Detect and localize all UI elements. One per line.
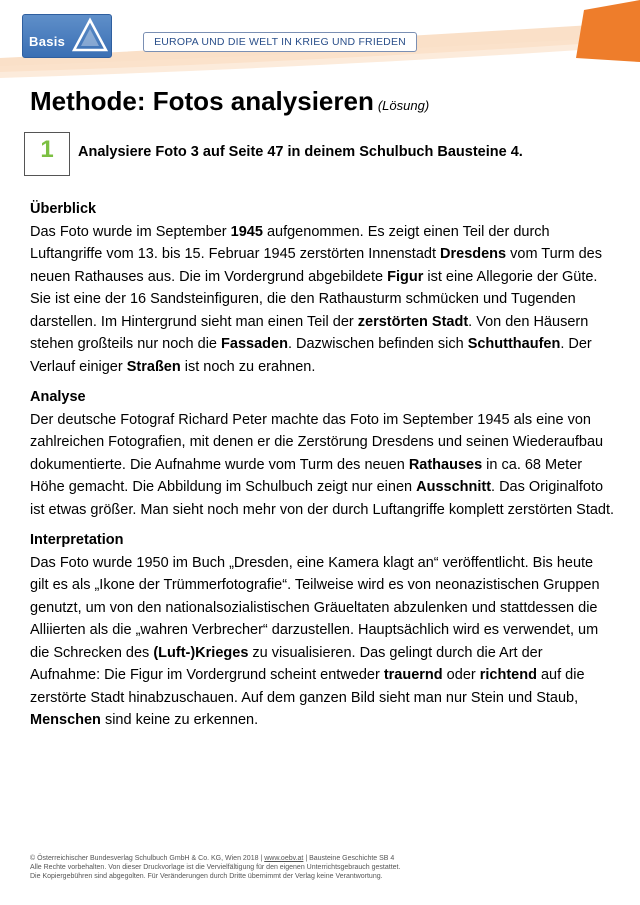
text-run: . Der Verlauf einiger — [30, 336, 592, 375]
highlighted-term: Fassaden — [221, 336, 288, 352]
highlighted-term: 1945 — [230, 223, 263, 240]
footer-line-3: Die Kopiergebühren sind abgegolten. Für Veränderungen durch Dritte übernimmt der Verlag keine Verantwortung. — [30, 873, 383, 880]
corner-accent — [570, 0, 640, 62]
text-run: . Das Originalfoto ist etwas größer. Man sieht noch mehr von der durch Luftangriffe komplett zerstörten Stadt. — [30, 479, 615, 518]
text-run: vom Turm des neuen Rathauses aus. Die im Vordergrund abgebildete — [30, 246, 602, 285]
highlighted-term: Dresdens — [440, 246, 507, 262]
triangle-logo-icon — [72, 17, 108, 53]
text-run: Das Foto wurde im September — [30, 223, 231, 240]
text-run: auf die zerstörte Stadt hinabzuschauen. Auf dem ganzen Bild sieht man nur Stein und Staub, — [30, 667, 585, 706]
footer-line-1: © Österreichischer Bundesverlag Schulbuch GmbH & Co. KG, Wien 2018 | www.oebv.at | Bausteine Geschichte SB 4 — [30, 855, 395, 862]
task-number: 1 — [40, 136, 54, 163]
footer-line-2: Alle Rechte vorbehalten. Von dieser Druckvorlage ist die Vervielfältigung für den eigenen Unterrichtsgebrauch gestattet. — [30, 864, 401, 871]
title-main: Methode: Fotos analysieren — [30, 86, 374, 116]
publisher-link[interactable]: www.oebv.at — [264, 855, 304, 862]
highlighted-term: Menschen — [30, 712, 101, 728]
section-heading: Analyse — [30, 389, 86, 405]
highlighted-term: zerstörten Stadt — [357, 313, 469, 330]
text-run: ist eine Allegorie der Güte. Sie ist eine der 16 Sandsteinfiguren, die den Rathausturm schmücken und Tugenden darstellen. Im Hintergrund sieht man einen Teil der — [30, 268, 598, 330]
section-heading: Überblick — [30, 201, 97, 217]
highlighted-term: Ausschnitt — [416, 479, 492, 495]
highlighted-term: richtend — [479, 667, 537, 683]
text-run: . Von den Häusern stehen großteils nur noch die — [30, 313, 589, 352]
page-title — [30, 86, 429, 117]
section-analysis — [30, 386, 615, 521]
task-text: Analysiere Foto 3 auf Seite 47 in deinem Schulbuch Bausteine 4. — [78, 144, 523, 160]
text-run: Der deutsche Fotograf Richard Peter machte das Foto im September 1945 als eine von zahlreichen Fotografien, mit denen er die Zerstörung Dresdens und seinen Wiederaufbau dokumentierte. Die Aufnahme wurde vom Turm des neuen — [30, 411, 604, 473]
section-overview — [30, 198, 615, 378]
section-paragraph — [30, 409, 615, 522]
text-run: ist noch zu erahnen. — [180, 358, 316, 375]
text-run: in ca. 68 Meter Höhe gemacht. Die Abbildung im Schulbuch zeigt nur einen — [30, 456, 583, 495]
highlighted-term: (Luft-)Krieges — [153, 644, 249, 661]
section-heading: Interpretation — [30, 532, 124, 548]
highlighted-term: Straßen — [126, 358, 181, 375]
text-run: Das Foto wurde 1950 im Buch „Dresden, eine Kamera klagt an“ veröffentlicht. Bis heute gilt es als „Ikone der Trümmerfotografie“. Teilweise wird es von neonazistischen Gruppen genutzt, um von den nationalsozialistischen Gräueltaten abzulenken und stattdessen die Alliierten als die „wahren Verbrecher“ darzustellen. Hauptsächlich wird es verwendet, um die Schrecken des — [30, 554, 600, 661]
text-run: . Dazwischen befinden sich — [287, 336, 468, 352]
task-number-box — [24, 132, 70, 176]
text-run: aufgenommen. Es zeigt einen Teil der durch Luftangriffe vom 13. bis 15. Februar 1945 zerstörten Innenstadt — [30, 223, 550, 262]
footer — [30, 854, 400, 881]
content — [30, 198, 615, 740]
publisher-logo — [22, 14, 112, 58]
section-paragraph — [30, 221, 615, 379]
series-banner: EUROPA UND DIE WELT IN KRIEG UND FRIEDEN — [143, 32, 417, 52]
title-sub: (Lösung) — [377, 98, 430, 113]
text-run: oder — [442, 667, 480, 683]
text-run: sind keine zu erkennen. — [100, 712, 259, 728]
highlighted-term: Schutthaufen — [467, 336, 561, 352]
logo-text: Basis — [29, 34, 66, 49]
section-paragraph — [30, 552, 615, 732]
text-run: zu visualisieren. Das gelingt durch die Art der Aufnahme: Die Figur im Vordergrund scheint entweder — [30, 644, 543, 683]
highlighted-term: Rathauses — [408, 456, 483, 473]
highlighted-term: Figur — [387, 268, 424, 285]
highlighted-term: trauernd — [383, 667, 443, 683]
section-interpretation — [30, 529, 615, 732]
